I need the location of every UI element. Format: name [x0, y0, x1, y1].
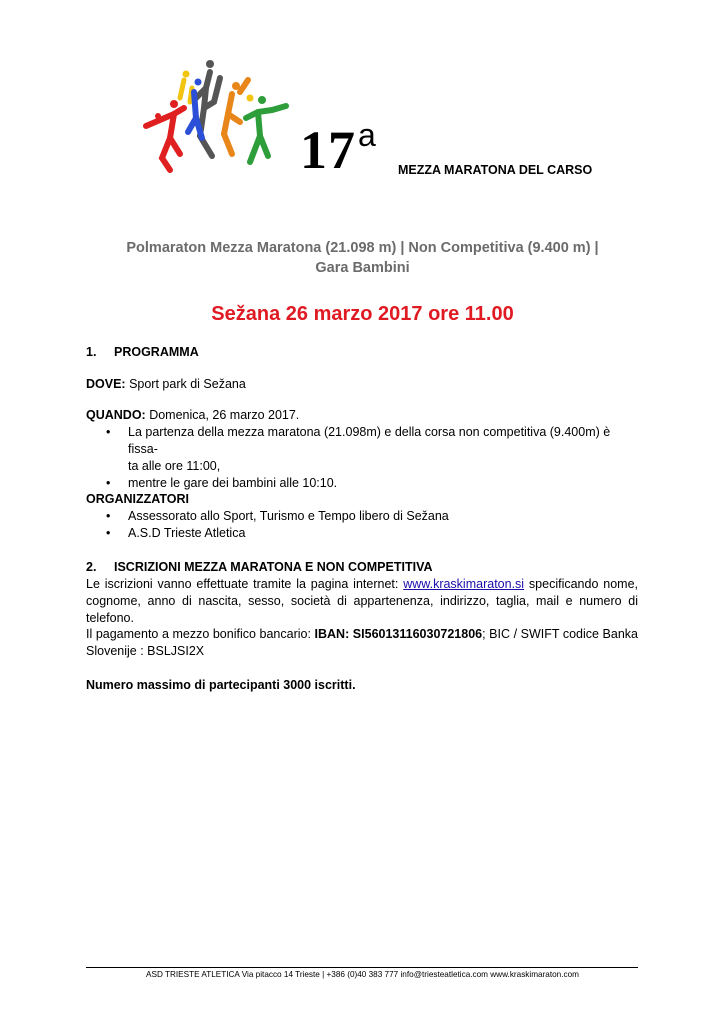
edition-suffix: a — [358, 117, 377, 153]
quando-block — [86, 407, 638, 492]
edition-number: 17$^a$ — [300, 117, 377, 180]
event-name: MEZZA MARATONA DEL CARSO — [398, 163, 593, 177]
max-participants: Numero massimo di partecipanti 3000 iscritti. — [86, 678, 356, 692]
logo-dot-red — [155, 113, 161, 119]
subtitle-line-2: Gara Bambini — [315, 260, 410, 276]
section-programma-heading: 1. PROGRAMMA — [86, 345, 199, 359]
logo-dot-yellow — [247, 95, 254, 102]
section-iscrizioni: 2. ISCRIZIONI MEZZA MARATONA E NON COMPETITIVA Le iscrizioni vanno effettuate tramite la pagina internet: www.kraskimaraton.si specificando nome, cognome, anno di nascita, sesso, società di appartenenza, indirizzo, taglia, mail e numero di telefono. — [86, 560, 639, 625]
organizers-title: ORGANIZZATORI — [86, 492, 190, 506]
dove-value: Sport park di Sežana — [125, 377, 246, 391]
footer-divider — [86, 967, 638, 968]
runner-green-figure — [246, 96, 286, 162]
runner-red-figure — [146, 100, 184, 170]
runner-gray-figure — [196, 60, 220, 156]
quando-label: QUANDO: — [86, 408, 146, 422]
organizers-block — [86, 491, 638, 542]
section-iscrizioni-title: ISCRIZIONI MEZZA MARATONA E NON COMPETITIVA — [114, 560, 433, 574]
registration-link[interactable]: www.kraskimaraton.si — [403, 577, 525, 591]
dove-line — [86, 376, 638, 393]
list-item: • La partenza della mezza maratona (21.098m) e della corsa non competitiva (9.400m) è fissa- ta alle ore 11:00, — [106, 425, 611, 473]
quando-value: Domenica, 26 marzo 2017. — [145, 408, 300, 422]
race-subtitle — [0, 238, 725, 278]
subtitle-line-1: Polmaraton Mezza Maratona (21.098 m) | Non Competitiva (9.400 m) | — [126, 240, 599, 256]
payment-paragraph: Il pagamento a mezzo bonifico bancario: IBAN: SI56013116030721806; BIC / SWIFT codice Banka Slovenije : BSLJSI2X — [86, 627, 638, 658]
programma-list — [86, 424, 638, 492]
event-date-title: Sežana 26 marzo 2017 ore 11.00 — [211, 303, 514, 325]
list-item: • Assessorato allo Sport, Turismo e Tempo libero di Sežana — [106, 509, 449, 523]
iban-value: IBAN: SI56013116030721806 — [314, 627, 483, 641]
list-item: • A.S.D Trieste Atletica — [106, 526, 246, 540]
marathon-runners-logo — [140, 58, 290, 176]
runner-yellow-figure — [180, 71, 192, 103]
footer-contact: ASD TRIESTE ATLETICA Via pitacco 14 Trieste | +386 (0)40 383 777 info@triesteatletica.com www.kraskimaraton.com — [146, 970, 579, 979]
dove-label: DOVE: — [86, 377, 126, 391]
organizers-list — [86, 508, 638, 542]
registration-paragraph: Le iscrizioni vanno effettuate tramite la pagina internet: www.kraskimaraton.si specificando nome, cognome, anno di nascita, sesso, società di appartenenza, indirizzo, taglia, mail e numero di telefono. — [86, 577, 639, 625]
list-item: • mentre le gare dei bambini alle 10:10. — [106, 476, 338, 490]
